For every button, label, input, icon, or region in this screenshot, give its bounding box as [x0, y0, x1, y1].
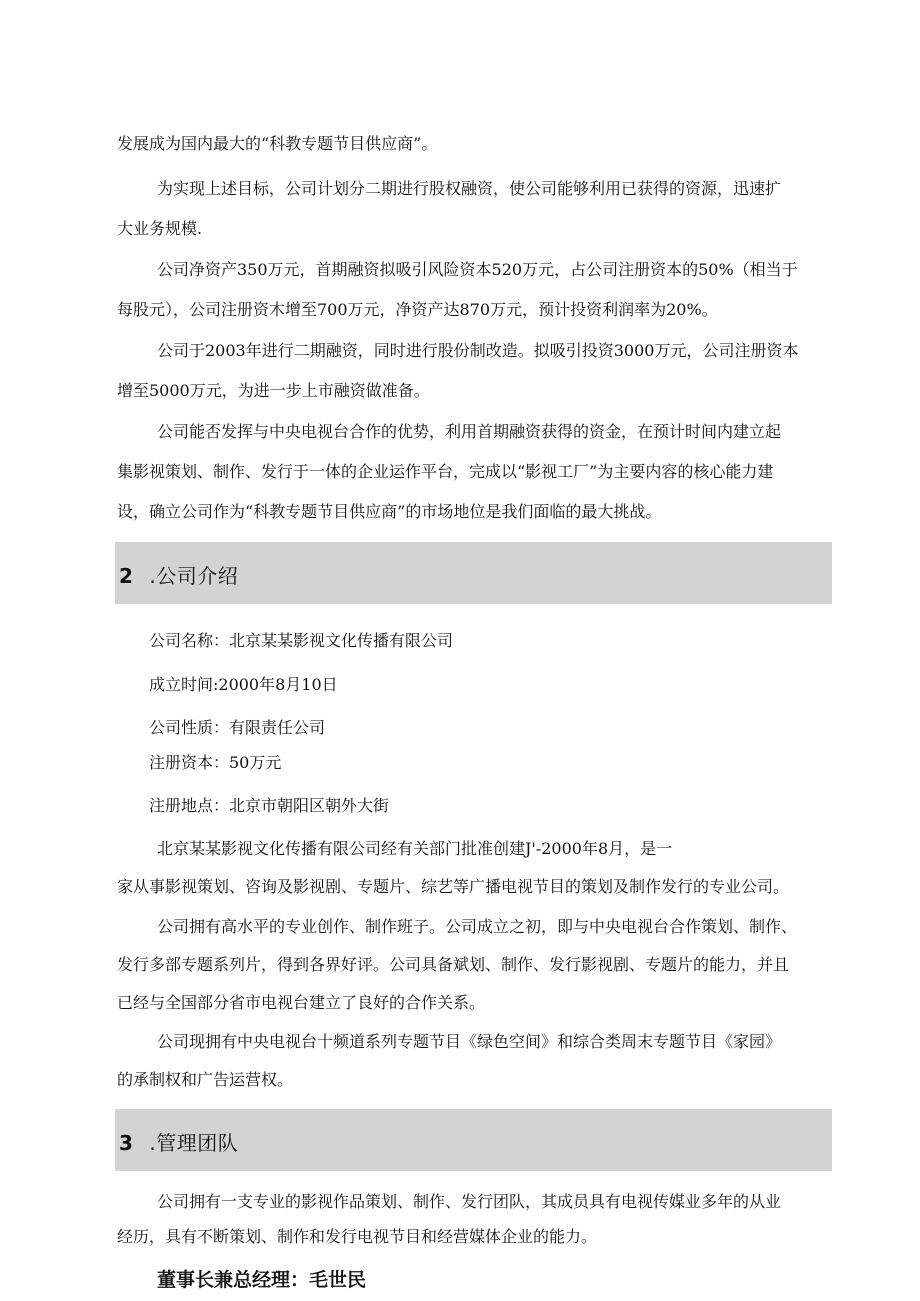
company-paragraph-3-line-1: 公司现拥有中央电视台十频道系列专题节目《绿色空间》和综合类周末专题节目《家园》: [157, 1032, 782, 1051]
company-paragraph-1-line-2: 家从事影视策划、咨询及影视剧、专题片、综艺等广播电视节目的策划及制作发行的专业公司。: [117, 877, 790, 896]
intro-paragraph-5-line-2: 集影视策划、制作、发行于一体的企业运作平台，完成以“影视工厂”为主要内容的核心能力建: [117, 462, 774, 481]
section-3-number: 3: [119, 1131, 134, 1155]
intro-paragraph-4-line-1: 公司于2003年进行二期融资，同时进行股份制改造。拟吸引投资3000万元，公司注册资本: [157, 341, 799, 360]
intro-paragraph-3-line-1: 公司净资产350万元，首期融资拟吸引风险资本520万元，占公司注册资本的50%（相当于: [157, 260, 798, 279]
section-2-number: 2: [119, 564, 134, 588]
intro-paragraph-2-line-1: 为实现上述目标，公司计划分二期进行股权融资，使公司能够利用已获得的资源，迅速扩: [157, 179, 782, 198]
company-paragraph-2-line-3: 已经与全国部分省市电视台建立了良好的合作关系。: [117, 993, 486, 1012]
company-name: 公司名称：北京某某影视文化传播有限公司: [149, 631, 454, 650]
company-paragraph-2-line-2: 发行多部专题系列片，得到各界好评。公司具备斌划、制作、发行影视剧、专题片的能力，并且: [117, 955, 790, 974]
section-2-heading: [119, 560, 238, 589]
registered-capital: 注册资本：50万元: [149, 753, 282, 772]
section-2-heading-band: [115, 542, 832, 604]
company-paragraph-1-line-1: 北京某某影视文化传播有限公司经有关部门批准创建J'-2000年8月，是一: [157, 839, 673, 858]
company-paragraph-3-line-2: 的承制权和广告运营权。: [117, 1070, 294, 1089]
intro-paragraph-5-line-1: 公司能否发挥与中央电视台合作的优势，利用首期融资获得的资金，在预计时间内建立起: [157, 422, 782, 441]
team-paragraph-line-2: 经历，具有不断策划、制作和发行电视节目和经营媒体企业的能力。: [117, 1227, 598, 1246]
company-nature: 公司性质：有限责任公司: [149, 718, 326, 737]
intro-paragraph-2-line-2: 大业务规模.: [117, 219, 203, 238]
founded-date: 成立时间:2000年8月10日: [149, 675, 338, 694]
intro-paragraph-3-line-2: 每股元），公司注册资木增至700万元，净资产达870万元，预计投资利润率为20%。: [117, 300, 718, 319]
intro-paragraph-4-line-2: 增至5000万元，为进一步上市融资做准备。: [117, 381, 430, 400]
team-paragraph-line-1: 公司拥有一支专业的影视作品策划、制作、发行团队，其成员具有电视传媒业多年的从业: [157, 1192, 782, 1211]
registered-address: 注册地点：北京市朝阳区朝外大街: [149, 796, 390, 815]
section-3-title: .管理团队: [149, 1131, 239, 1155]
intro-paragraph-1: 发展成为国内最大的“科教专题节目供应商”。: [117, 134, 438, 153]
section-3-heading: [119, 1127, 238, 1156]
intro-paragraph-5-line-3: 设，确立公司作为“科教专题节目供应商”的市场地位是我们面临的最大挑战。: [117, 502, 662, 521]
company-paragraph-2-line-1: 公司拥有高水平的专业创作、制作班子。公司成立之初，即与中央电视台合作策划、制作、: [157, 917, 798, 936]
section-2-title: .公司介绍: [149, 564, 239, 588]
chairman-heading: 董事长兼总经理：毛世民: [157, 1269, 367, 1291]
section-3-heading-band: [115, 1109, 832, 1171]
